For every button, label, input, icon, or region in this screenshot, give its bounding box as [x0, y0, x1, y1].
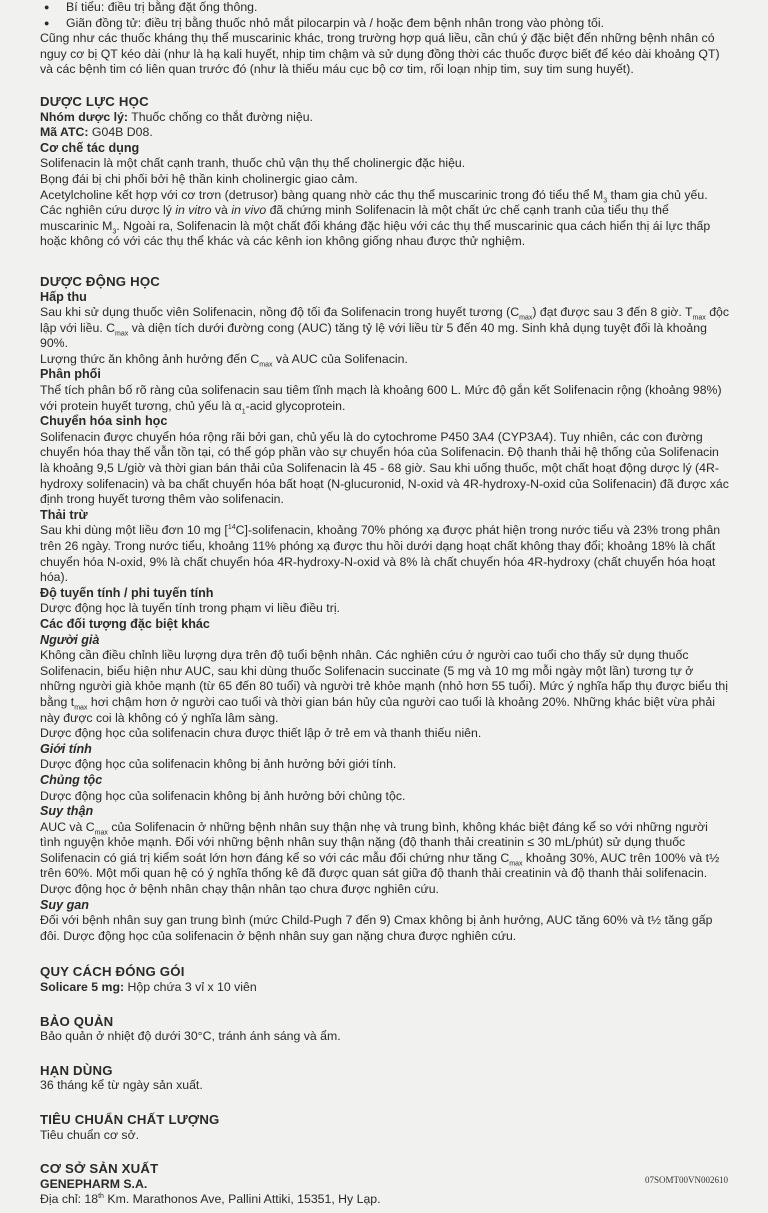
- shelf-life-text: 36 tháng kể từ ngày sản xuất.: [40, 1078, 203, 1093]
- pharmacological-group: [40, 110, 730, 126]
- sub-tmax-2: max: [74, 704, 88, 712]
- metabolism-heading: Chuyển hóa sinh học: [40, 414, 168, 429]
- mech-sub-m3: 3: [603, 196, 608, 204]
- abs-text-b: ) đạt được sau 3 đến 8 giờ. T: [532, 305, 693, 320]
- elderly-para: [40, 648, 730, 726]
- elderly-heading: Người già: [40, 632, 100, 647]
- hepatic-heading: Suy gan: [40, 897, 89, 912]
- storage-text: Bảo quản ở nhiệt độ dưới 30°C, tránh ánh sáng và ẩm.: [40, 1029, 341, 1044]
- mech-text-b: tham gia chủ yếu. Các nghiên cứu dược lý: [40, 187, 708, 218]
- sup-14: 14: [227, 524, 236, 532]
- addr-sup-th: th: [98, 1193, 104, 1201]
- dialysis-para: Dược động học ở bệnh nhân chạy thận nhân tạo chưa được nghiên cứu.: [40, 882, 439, 897]
- metabolism-para: Solifenacin được chuyển hóa rộng rãi bởi gan, chủ yếu là do cytochrome P450 3A4 (CYP3A4). Tuy nhiên, các con đường chuyển hóa thay thế vẫn tồn tại, có thể góp phần vào sự chuyển hóa của Solifenacin. Độ thanh thải hệ thống của Solifenacin là khoảng 9,5 L/giờ và thời gian bán thải của Solifenacin là 45 - 68 giờ. Sau khi uống thuốc, một chất hoạt động dược lý (4R-hydroxy solifenacin) và ba chất chuyển hóa bất hoạt (N-glucuronid, N-oxid và 4R-hydroxy-N-oxid của Solifenacin) đã được xác định trong huyết tương thêm vào solifenacin.: [40, 429, 729, 507]
- distribution-heading: Phân phối: [40, 367, 101, 382]
- mech-sub-m3-b: 3: [112, 228, 117, 236]
- race-heading: Chủng tộc: [40, 772, 103, 787]
- special-populations-heading: Các đối tượng đặc biệt khác: [40, 616, 210, 631]
- pharmacokinetics-heading: DƯỢC ĐỘNG HỌC: [40, 273, 161, 289]
- mechanism-para-2: Bọng đái bị chi phối bởi hệ thần kinh cholinergic giao cảm.: [40, 171, 358, 186]
- mechanism-para-3: [40, 188, 730, 250]
- atc-value: G04B D08.: [88, 125, 153, 140]
- quality-text: Tiêu chuẩn cơ sở.: [40, 1127, 140, 1142]
- dist-text-a: Thể tích phân bố rõ ràng của solifenacin sau tiêm tĩnh mạch là khoảng 600 L. Mức độ gắn kết Solifenacin rộng (khoảng 98%) với protein huyết tương, chủ yếu là α: [40, 383, 722, 413]
- gender-heading: Giới tính: [40, 741, 92, 756]
- abs2-text-b: và AUC của Solifenacin.: [272, 351, 408, 366]
- hepatic-para: Đối với bệnh nhân suy gan trung bình (mức Child-Pugh 7 đến 9) Cmax không bị ảnh hưởng, AUC tăng 60% và t½ tăng gấp đôi. Dược động học của solifenacin ở bệnh nhân suy gan nặng chưa được nghiên cứu.: [40, 913, 713, 943]
- group-value: Thuốc chống co thắt đường niệu.: [128, 109, 313, 124]
- renal-para: [40, 820, 730, 882]
- leaflet-text-column: [40, 0, 730, 1208]
- manufacturer-name: GENEPHARM S.A.: [40, 1176, 148, 1191]
- mech-text-e: . Ngoài ra, Solifenacin là một chất đối kháng đặc hiệu với các thụ thể muscarinic qua cách hiển thị ái lực thấp hoặc không có với các thụ thể khác và các kênh ion không giống nhau được thử nghiệm.: [40, 218, 711, 249]
- ren-text-b: của Solifenacin ở những bệnh nhân suy thận nhẹ và trung bình, không khác biệt đáng kể so với những người tình nguyện khỏe mạnh. Đối với những bệnh nhân suy thận nặng (độ thanh thải creatinin ≤ 30 mL/phút) sử dụng thuốc Solifenacin có giá trị kiểm soát lớn hơn đáng kể so với các mẫu đối chứng như tăng C: [40, 819, 708, 865]
- gender-para: Dược động học của solifenacin không bị ảnh hưởng bởi giới tính.: [40, 757, 397, 772]
- sub-cmax: max: [519, 314, 533, 322]
- ren-text-c: khoảng 30%, AUC trên 100% và t½ trên 60%. Một mối quan hệ có ý nghĩa thống kê đã được quan sát giữa độ thanh thải creatinin và độ thanh thải solifenacin.: [40, 850, 720, 881]
- packaging-heading: QUY CÁCH ĐÓNG GÓI: [40, 964, 185, 980]
- mech-in-vivo: in vivo: [231, 203, 267, 218]
- storage-heading: BẢO QUẢN: [40, 1013, 114, 1029]
- pharmacodynamics-heading: DƯỢC LỰC HỌC: [40, 93, 149, 109]
- sub-cmax-3: max: [259, 361, 273, 369]
- absorption-food: [40, 352, 730, 368]
- eld-text-b: hơi chậm hơn ở người cao tuổi và thời gian bán hủy của người cao tuổi là khoảng 20%. Những khác biệt vừa phải này được coi là không có ý nghĩa lâm sàng.: [40, 694, 715, 725]
- distribution-para: [40, 383, 730, 414]
- linearity-para: Dược động học là tuyến tính trong phạm vi liều điều trị.: [40, 601, 340, 616]
- packaging-label: Solicare 5 mg:: [40, 980, 125, 995]
- eld-text-a: Không cần điều chỉnh liều lượng dựa trên độ tuổi bệnh nhân. Các nghiên cứu ở người cao tuổi cho thấy sử dụng thuốc Solifenacin, biểu hiện như AUC, sau khi dùng thuốc Solifenacin succinate (5 mg và 10 mg mỗi ngày một lần) tương tự ở những người già khỏe mạnh (từ 65 đến 80 tuổi) và người trẻ khỏe mạnh (nhỏ hơn 55 tuổi). Mức ý nghĩa hấp thụ được biểu thị bằng t: [40, 648, 729, 709]
- abs-text-c: độc lập với liều. C: [40, 305, 730, 335]
- pediatric-para: Dược động học của solifenacin chưa được thiết lập ở trẻ em và thanh thiếu niên.: [40, 726, 482, 741]
- quality-heading: TIÊU CHUẨN CHẤT LƯỢNG: [40, 1112, 220, 1127]
- packaging-value: Hộp chứa 3 vỉ x 10 viên: [124, 980, 257, 995]
- elimination-para: [40, 523, 730, 585]
- absorption-para: [40, 305, 730, 352]
- atc-code: [40, 125, 730, 141]
- overdose-bullet-mydriasis: ● Giãn đồng tử: điều trị bằng thuốc nhỏ mắt pilocarpin và / hoặc đem bệnh nhân trong vào phòng tối.: [40, 16, 730, 32]
- mech-text-c: và: [211, 203, 232, 218]
- ren-text-a: AUC và C: [40, 819, 95, 834]
- elim-text-b: C]-solifenacin, khoảng 70% phóng xạ được phát hiện trong nước tiểu và 23% trong phân trên 26 ngày. Trong nước tiểu, khoảng 11% phóng xạ được thu hồi dưới dạng hoạt chất không thay đổi; khoảng 18% là chất chuyển hóa N-oxid, 9% là chất chuyển hóa 4R-hydroxy-N-oxid và 8% là chất chuyển hóa 4R-hydroxy (chất chuyển hóa hoạt hóa).: [40, 523, 721, 585]
- document-code: 07SOMT00VN002610: [645, 1175, 729, 1185]
- overdose-bullet-urinary: ● Bí tiểu: điều trị bằng đặt ống thông.: [40, 0, 730, 16]
- sub-cmax-4: max: [94, 829, 108, 837]
- elimination-heading: Thải trừ: [40, 507, 88, 522]
- overdose-note: Cũng như các thuốc kháng thụ thể muscarinic khác, trong trường hợp quá liều, cần chú ý đặc biệt đến những bệnh nhân có nguy cơ bị QT kéo dài (như là hạ kali huyết, nhịp tim chậm và sử dụng đồng thời các thuốc được biết để kéo dài khoảng QT) và các bệnh tim có liên quan trước đó (như là thiếu máu cục bộ cơ tim, rối loạn nhịp tim, suy tim sung huyết).: [40, 31, 720, 77]
- shelf-life-heading: HẠN DÙNG: [40, 1062, 113, 1078]
- race-para: Dược động học của solifenacin không bị ảnh hưởng bởi chủng tộc.: [40, 788, 406, 803]
- mech-in-vitro: in vitro: [175, 203, 212, 218]
- sub-cmax-2: max: [115, 330, 129, 338]
- abs-text-d: và diện tích dưới đường cong (AUC) tăng tỷ lệ với liều từ 5 đến 40 mg. Sinh khả dụng tuyệt đối là khoảng 90%.: [40, 320, 707, 351]
- sub-alpha1: 1: [241, 408, 246, 416]
- abs2-text-a: Lượng thức ăn không ảnh hưởng đến C: [40, 351, 260, 366]
- elim-text-a: Sau khi dùng một liều đơn 10 mg [: [40, 523, 228, 538]
- absorption-heading: Hấp thu: [40, 289, 87, 304]
- abs-text-a: Sau khi sử dụng thuốc viên Solifenacin, nồng độ tối đa Solifenacin trong huyết tương (C: [40, 305, 520, 320]
- packaging-line: [40, 980, 730, 996]
- group-label: Nhóm dược lý:: [40, 109, 129, 124]
- addr-text-b: Km. Marathonos Ave, Pallini Attiki, 15351, Hy Lạp.: [103, 1192, 381, 1207]
- mech-text-d: đã chứng minh Solifenacin là một chất ức chế cạnh tranh của tiểu thụ thể muscarinic M: [40, 203, 669, 233]
- linearity-heading: Độ tuyến tính / phi tuyến tính: [40, 585, 214, 600]
- renal-heading: Suy thận: [40, 804, 94, 819]
- sub-tmax: max: [692, 314, 706, 322]
- atc-label: Mã ATC:: [40, 125, 89, 140]
- addr-text-a: Địa chỉ: 18: [40, 1192, 99, 1207]
- sub-cmax-5: max: [509, 860, 523, 868]
- mechanism-para-1: Solifenacin là một chất cạnh tranh, thuốc chủ vận thụ thể cholinergic đặc hiệu.: [40, 156, 466, 171]
- mech-text-a: Acetylcholine kết hợp với cơ trơn (detrusor) bàng quang nhờ các thụ thể muscarinic trong đó tiểu thể M: [40, 187, 604, 202]
- mechanism-heading: Cơ chế tác dụng: [40, 140, 140, 155]
- dist-text-b: -acid glycoprotein.: [245, 398, 346, 413]
- manufacturer-heading: CƠ SỞ SẢN XUẤT: [40, 1161, 159, 1177]
- manufacturer-address: [40, 1192, 730, 1208]
